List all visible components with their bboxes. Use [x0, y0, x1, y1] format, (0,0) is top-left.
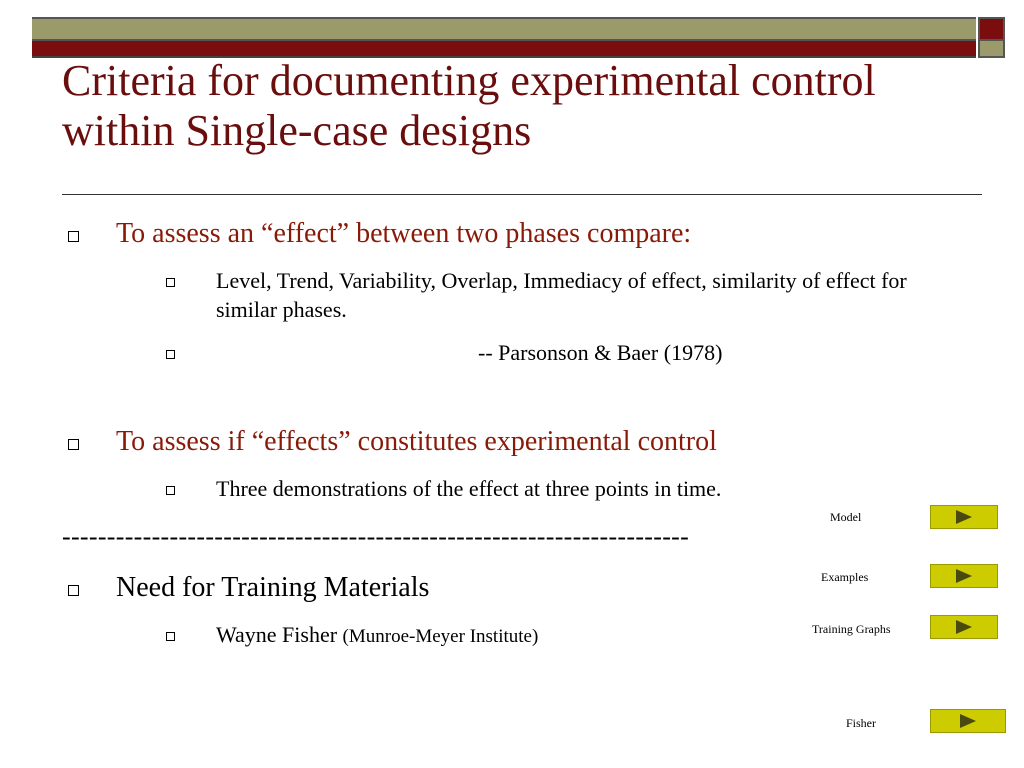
sub-bullet-square-icon	[166, 350, 175, 359]
section-1-item-1: Level, Trend, Variability, Overlap, Immediacy of effect, similarity of effect for similar phases.	[216, 268, 907, 322]
model-button[interactable]	[930, 505, 998, 529]
section-1-item-2-citation: -- Parsonson & Baer (1978)	[478, 340, 723, 365]
dashed-divider: ----------------------------------------------------------------------	[62, 522, 690, 551]
play-triangle-icon	[956, 510, 972, 524]
section-3-item-1	[216, 620, 538, 651]
title-divider	[62, 194, 982, 195]
sub-bullet-square-icon	[166, 632, 175, 641]
header-bar-olive	[32, 17, 976, 41]
nav-label-fisher: Fisher	[846, 716, 876, 730]
play-triangle-icon	[960, 714, 976, 728]
person-name: Wayne Fisher	[216, 622, 338, 647]
sub-bullet-square-icon	[166, 486, 175, 495]
section-3-heading: Need for Training Materials	[116, 572, 430, 603]
bullet-square-icon	[68, 585, 79, 596]
section-1-heading: To assess an “effect” between two phases compare:	[116, 218, 692, 249]
section-2-heading: To assess if “effects” constitutes experimental control	[116, 426, 717, 457]
examples-button[interactable]	[930, 564, 998, 588]
sub-bullet-square-icon	[166, 278, 175, 287]
play-triangle-icon	[956, 620, 972, 634]
institution: (Munroe-Meyer Institute)	[342, 626, 539, 647]
play-triangle-icon	[956, 569, 972, 583]
slide-title: Criteria for documenting experimental control within Single-case designs	[62, 56, 876, 155]
training-graphs-button[interactable]	[930, 615, 998, 639]
fisher-button[interactable]	[930, 709, 1006, 733]
section-2-item-1: Three demonstrations of the effect at three points in time.	[216, 476, 722, 501]
header-corner-red	[978, 17, 1005, 41]
nav-label-model: Model	[830, 510, 862, 524]
header-corner-olive	[978, 41, 1005, 58]
nav-label-examples: Examples	[821, 570, 869, 584]
nav-label-training-graphs: Training Graphs	[812, 622, 891, 636]
bullet-square-icon	[68, 439, 79, 450]
bullet-square-icon	[68, 231, 79, 242]
